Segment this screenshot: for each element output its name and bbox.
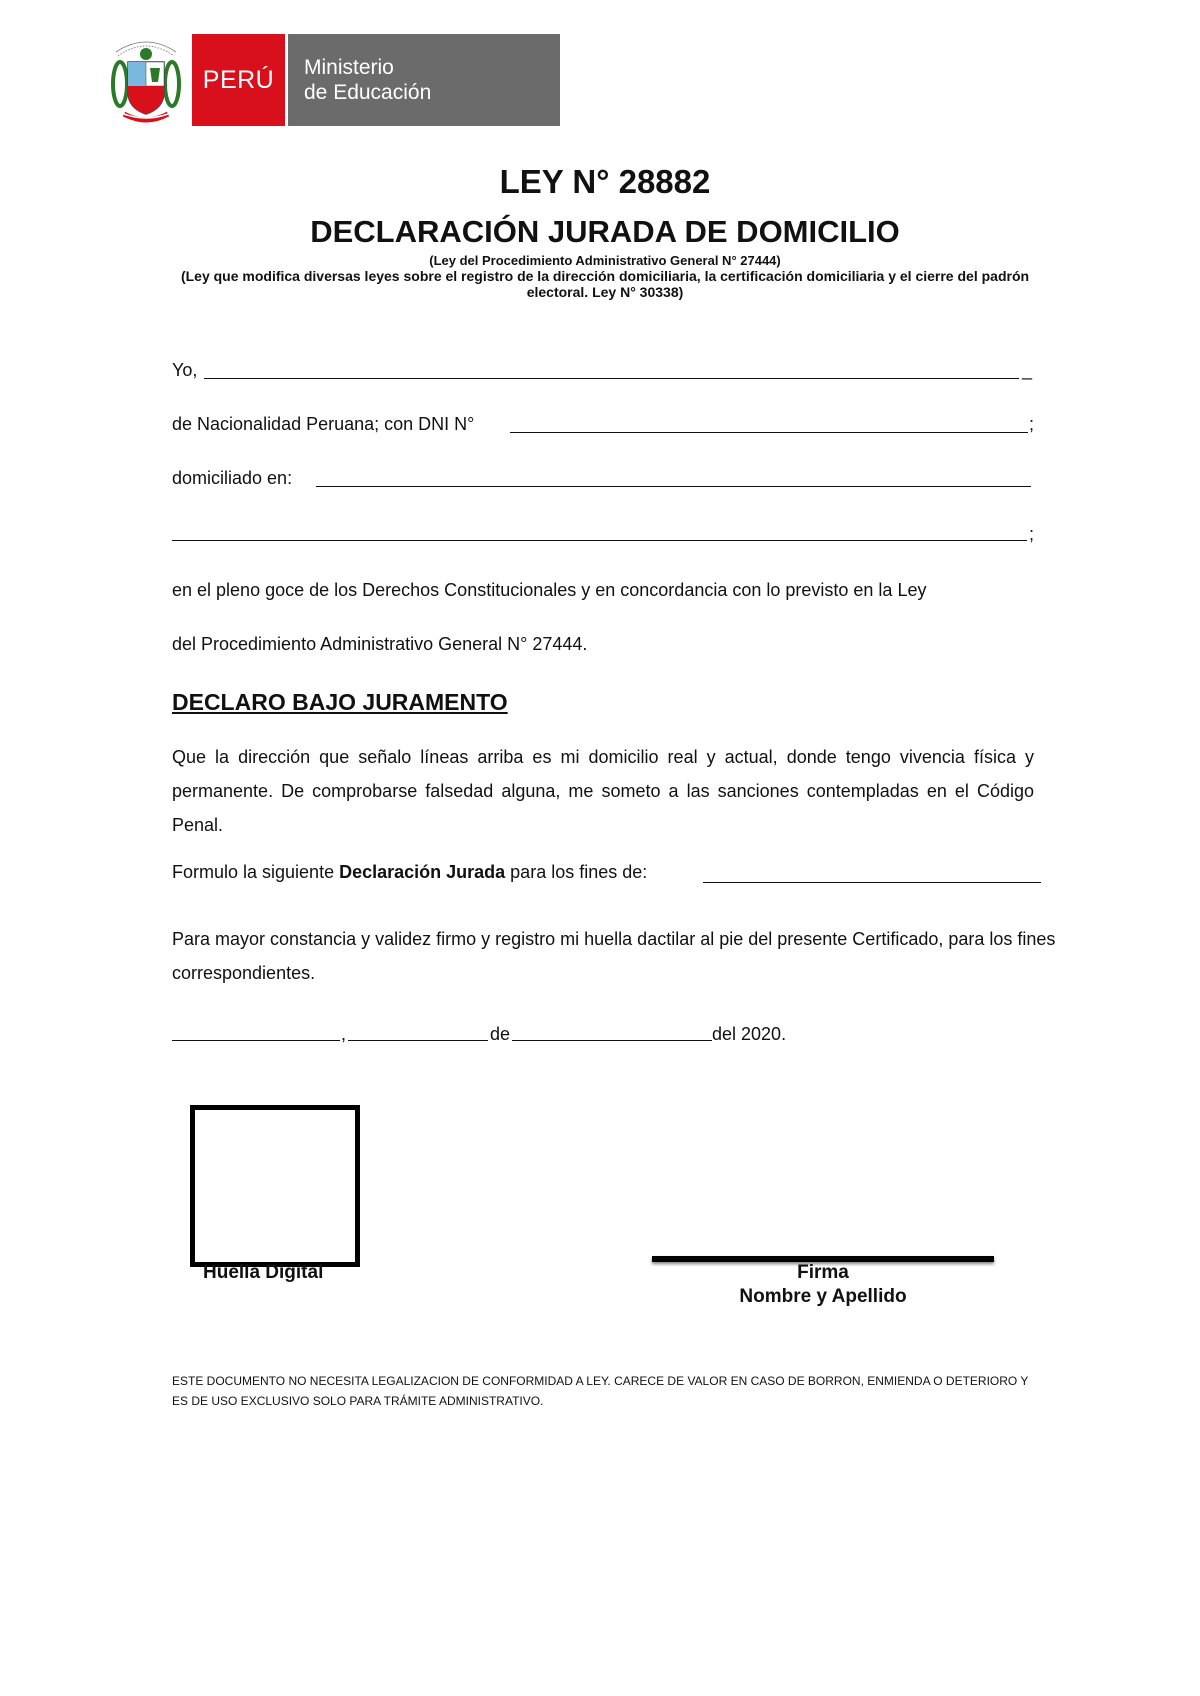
fingerprint-label: Huella Digital	[203, 1262, 324, 1283]
date-year: del 2020.	[712, 1024, 787, 1044]
law-subtitle-1: (Ley del Procedimiento Administrativo General N° 27444)	[429, 253, 781, 268]
purpose-bold: Declaración Jurada	[339, 862, 506, 882]
address-field-1[interactable]	[316, 466, 1031, 487]
date-de: de	[490, 1024, 511, 1044]
coat-of-arms-icon	[110, 34, 182, 126]
date-month-field[interactable]	[512, 1020, 712, 1041]
declaration-heading: DECLARO BAJO JURAMENTO	[172, 689, 508, 715]
ministry-line-2: de Educación	[304, 81, 432, 104]
address-semicolon: ;	[1029, 524, 1035, 544]
address-field-2[interactable]	[172, 520, 1027, 541]
document-title: DECLARACIÓN JURADA DE DOMICILIO	[310, 214, 900, 249]
purpose-sentence	[172, 862, 647, 883]
rights-line-1: en el pleno goce de los Derechos Constitucionales y en concordancia con lo previsto en la Ley	[172, 580, 927, 600]
rights-line-2: del Procedimiento Administrativo General N° 27444.	[172, 634, 588, 654]
footer-note: ESTE DOCUMENTO NO NECESITA LEGALIZACION DE CONFORMIDAD A LEY. CARECE DE VALOR EN CASO DE BORRON, ENMIENDA O DETERIORO Y ES DE USO EXCLUSIVO SOLO PARA TRÁMITE ADMINISTRATIVO.	[172, 1374, 1029, 1408]
address-label: domiciliado en:	[172, 468, 293, 488]
purpose-field[interactable]	[703, 862, 1041, 883]
law-subtitle-2: (Ley que modifica diversas leyes sobre el registro de la dirección domiciliaria, la certificación domiciliaria y el cierre del padrón electoral. Ley N° 30338)	[180, 268, 1030, 300]
name-label: Nombre y Apellido	[739, 1286, 907, 1307]
date-day-field[interactable]	[348, 1020, 488, 1041]
dni-field[interactable]	[510, 412, 1028, 433]
ministry-line-1: Ministerio	[304, 56, 394, 79]
constancia-paragraph: Para mayor constancia y validez firmo y registro mi huella dactilar al pie del presente Certificado, para los fines correspondientes.	[172, 929, 1056, 983]
date-comma: ,	[341, 1024, 347, 1044]
yo-label: Yo,	[172, 360, 198, 380]
yo-end: _	[1022, 360, 1033, 380]
signature-label: Firma	[797, 1262, 849, 1283]
law-title: LEY N° 28882	[499, 163, 711, 200]
nationality-label: de Nacionalidad Peruana; con DNI N°	[172, 414, 475, 434]
dni-semicolon: ;	[1029, 414, 1035, 434]
date-place-field[interactable]	[172, 1020, 340, 1041]
name-field[interactable]	[204, 358, 1019, 379]
purpose-suffix: para los fines de:	[505, 862, 648, 882]
declaration-paragraph: Que la dirección que señalo líneas arriba es mi domicilio real y actual, donde tengo vivencia física y permanente. De comprobarse falsedad alguna, me someto a las sanciones contempladas en el Código Penal.	[172, 747, 1034, 835]
ministry-logo	[110, 34, 560, 126]
peru-label: PERÚ	[192, 34, 285, 126]
ministry-label	[288, 34, 560, 126]
purpose-prefix: Formulo la siguiente	[172, 862, 340, 882]
fingerprint-box	[190, 1105, 360, 1267]
